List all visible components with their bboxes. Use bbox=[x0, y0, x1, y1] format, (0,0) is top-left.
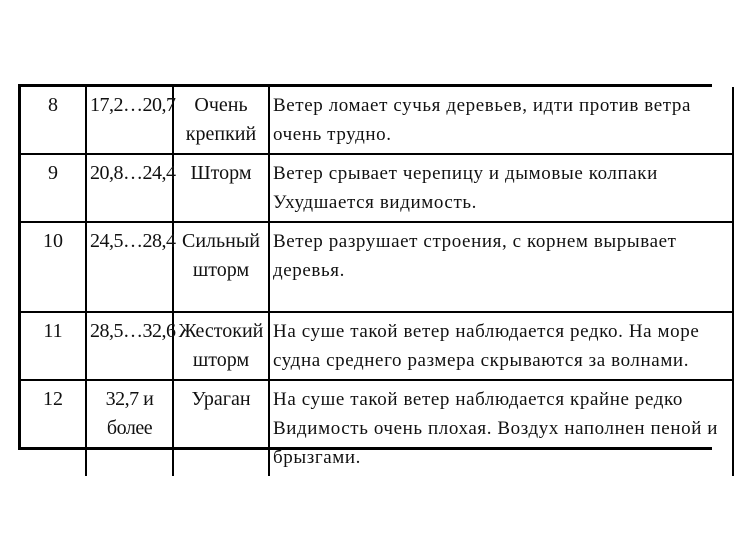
description-cell bbox=[269, 222, 733, 312]
description-line: брызгами. bbox=[273, 447, 362, 468]
force-cell bbox=[21, 222, 86, 312]
name-line: Шторм bbox=[190, 162, 252, 184]
beaufort-table bbox=[18, 84, 719, 468]
description-cell bbox=[269, 87, 733, 154]
force-cell bbox=[21, 87, 86, 154]
force-cell bbox=[21, 154, 86, 222]
name-line: Ураган bbox=[191, 388, 251, 410]
speed-line: 20,8…24,4 bbox=[90, 162, 176, 184]
speed-cell bbox=[86, 222, 176, 312]
table-row bbox=[21, 154, 733, 222]
name-cell bbox=[173, 312, 269, 380]
table-row bbox=[21, 87, 733, 154]
table-row bbox=[21, 222, 733, 312]
speed-line: 17,2…20,7 bbox=[90, 94, 176, 116]
name-line: шторм bbox=[192, 259, 250, 281]
name-line: Очень bbox=[194, 94, 248, 116]
description-line: деревья. bbox=[273, 260, 345, 281]
description-line: судна среднего размера скрываются за волнами. bbox=[273, 350, 690, 371]
description-line: очень трудно. bbox=[273, 124, 392, 145]
force-value: 11 bbox=[43, 320, 63, 342]
name-cell bbox=[173, 154, 269, 222]
speed-cell bbox=[86, 87, 176, 154]
speed-cell bbox=[86, 154, 176, 222]
description-line: Ухудшается видимость. bbox=[273, 192, 477, 213]
force-value: 8 bbox=[48, 94, 58, 116]
name-cell bbox=[173, 87, 269, 154]
description-line: Ветер разрушает строения, с корнем вырывает bbox=[273, 231, 677, 252]
name-cell bbox=[173, 222, 269, 312]
description-cell bbox=[269, 380, 733, 476]
name-line: крепкий bbox=[185, 123, 257, 145]
speed-line: 24,5…28,4 bbox=[90, 230, 176, 252]
speed-line: 32,7 и bbox=[105, 388, 154, 410]
description-cell bbox=[269, 154, 733, 222]
table-row bbox=[21, 312, 733, 380]
wind-scale-table bbox=[21, 87, 734, 476]
name-line: шторм bbox=[192, 349, 250, 371]
speed-line: более bbox=[106, 417, 153, 439]
table-row bbox=[21, 380, 733, 476]
speed-line: 28,5…32,6 bbox=[90, 320, 176, 342]
description-line: На суше такой ветер наблюдается редко. На море bbox=[273, 321, 700, 342]
speed-cell bbox=[86, 380, 173, 476]
force-cell bbox=[21, 380, 86, 476]
force-value: 10 bbox=[43, 230, 63, 252]
name-line: Сильный bbox=[182, 230, 260, 252]
description-line: Ветер срывает черепицу и дымовые колпаки bbox=[273, 163, 658, 184]
description-line: На суше такой ветер наблюдается крайне редко bbox=[273, 389, 684, 410]
description-cell bbox=[269, 312, 733, 380]
name-cell bbox=[173, 380, 269, 476]
speed-cell bbox=[86, 312, 176, 380]
description-line: Ветер ломает сучья деревьев, идти против ветра bbox=[273, 95, 692, 116]
name-line: Жестокий bbox=[178, 320, 264, 342]
description-line: Видимость очень плохая. Воздух наполнен пеной и bbox=[273, 418, 719, 439]
force-value: 9 bbox=[48, 162, 58, 184]
force-value: 12 bbox=[43, 388, 63, 410]
force-cell bbox=[21, 312, 86, 380]
